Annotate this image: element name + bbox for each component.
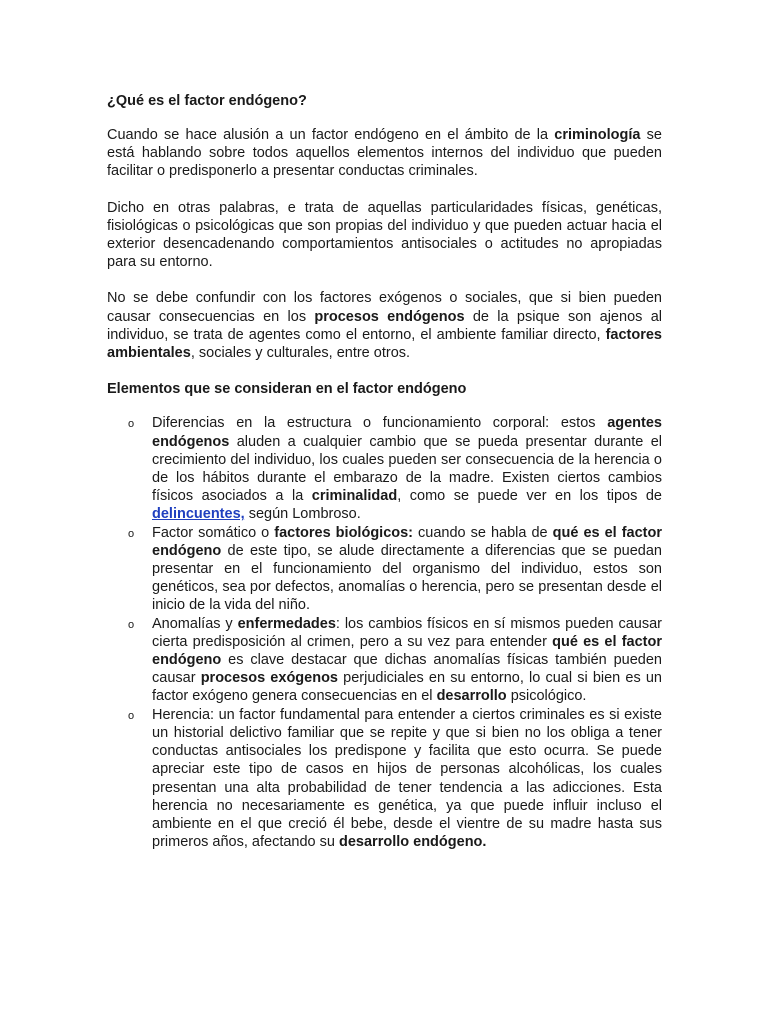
text-span: de la psique son ajenos al individuo, se trata de agentes como el entorno, el ambiente familiar directo, [107,308,662,343]
text-span: cuando se habla de [413,524,553,541]
list-item [107,615,662,706]
paragraph-exogenous [107,289,662,362]
text-span: de este tipo, se alude directamente a diferencias que se puedan presentar en el funcionamiento del organismo del individuo, estos son genéticos, sea por defectos, anomalías o herencia, pero se presentan desde el inicio de la vida del niño. [152,542,662,614]
text-span: , como se puede ver en los tipos de [397,488,662,505]
text-span: Anomalías y [152,615,238,632]
delincuentes-link[interactable]: delincuentes, [152,506,245,523]
bold-term-procesos-endogenos: procesos endógenos [314,308,465,325]
text-span: Herencia: un factor fundamental para entender a ciertos criminales es si existe un historial delictivo familiar que se repite y que si bien no los obliga a tener conductas antisociales los predispone y facilita que esto ocurra. Se puede apreciar este tipo de casos en hijos de personas alcohólicas, los cuales presentan una alta probabilidad de tener tendencia a las adicciones. Esta herencia no necesariamente es genética, ya que puede influir incluso el ambiente en el que creció él bebe, desde el vientre de su madre hasta sus primeros años, afectando su [152,706,662,851]
text-span: No se debe confundir con los factores exógenos o sociales, que si bien pueden causar consecuencias en los [107,290,662,325]
bold-term: procesos exógenos [200,670,338,687]
document-page [107,92,662,851]
bullet-marker: o [128,527,135,540]
list-item [107,414,662,523]
list-item [107,706,662,852]
bold-term-criminologia: criminología [554,127,641,143]
bold-term: qué es el factor endógeno [152,524,662,559]
bold-term: enfermedades [237,615,336,632]
text-span: Factor somático o [152,524,275,541]
paragraph-intro [107,126,662,181]
bold-term: agentes endógenos [152,415,662,450]
bold-term-factores-ambientales: factores ambientales [107,326,662,362]
text-span: aluden a cualquier cambio que se pueda presentar durante el crecimiento del individuo, los cuales pueden ser consecuencia de la herencia o de los hábitos durante el embarazo de la madre. Existen ciertos cambios físicos asociados a la [152,433,662,505]
text-span: psicológico. [506,688,587,705]
section-heading: Elementos que se consideran en el factor endógeno [107,381,467,398]
text-span: es clave destacar que dichas anomalías físicas también pueden causar [152,652,662,687]
text-span: según Lombroso. [244,506,361,523]
bold-term: desarrollo [436,688,507,705]
text-span: se está hablando sobre todos aquellos elementos internos del individuo que pueden facilitar o predisponerlo a presentar conductas criminales. [107,127,662,180]
bold-term: factores biológicos: [274,524,414,541]
bold-term: desarrollo endógeno. [339,834,487,851]
text-span: : los cambios físicos en sí mismos pueden causar cierta predisposición al crimen, pero a su vez para entender [152,615,662,650]
text-span: Cuando se hace alusión a un factor endógeno en el ámbito de la [107,127,555,143]
paragraph-definition: Dicho en otras palabras, e trata de aquellas particularidades físicas, genéticas, fisiológicas o psicológicas que son propias del individuo y que pueden actuar hacia el exterior desencadenando comportamientos antisociales o actitudes no apropiadas para su entorno. [107,199,662,271]
text-span: perjudiciales en su entorno, lo cual si bien es un factor exógeno genera consecuencias en el [152,670,662,705]
elements-list [107,414,662,851]
bold-term: qué es el factor endógeno [152,633,663,669]
text-span: , sociales y culturales, entre otros. [190,345,411,362]
bullet-marker: o [128,709,135,722]
bullet-marker: o [128,618,135,631]
bold-term: criminalidad [311,488,398,505]
bullet-marker: o [128,418,135,431]
list-item [107,524,662,615]
text-span: Diferencias en la estructura o funcionamiento corporal: estos [152,415,608,432]
document-title: ¿Qué es el factor endógeno? [107,93,307,109]
